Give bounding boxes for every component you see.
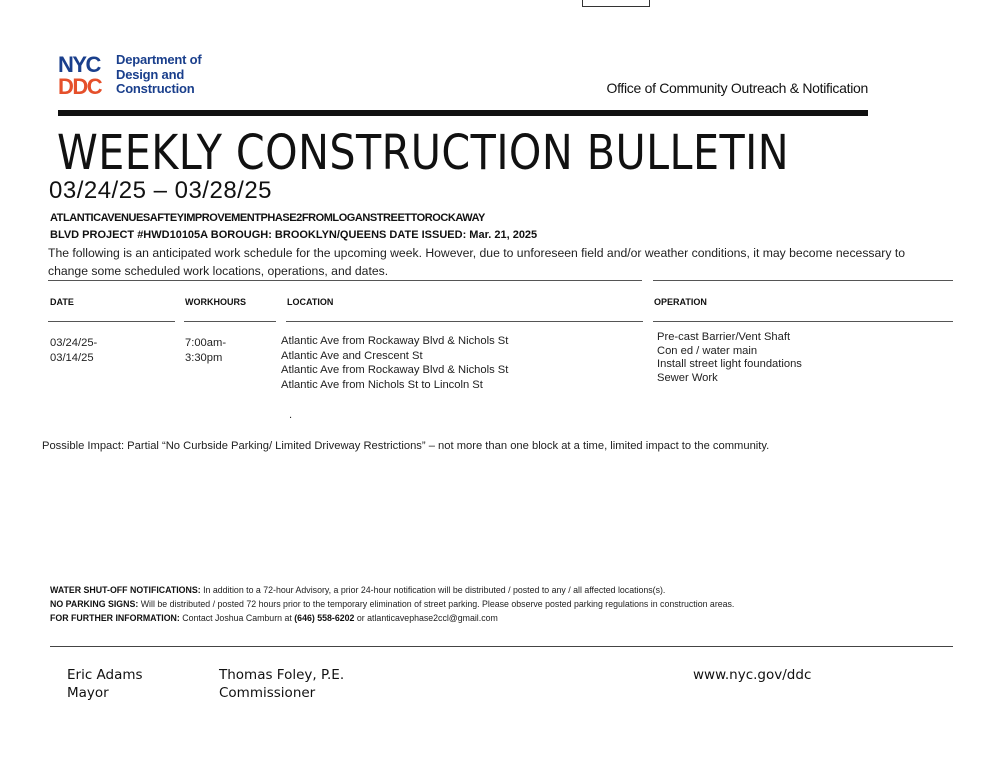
workhours-cell [185,336,226,365]
water-text: In addition to a 72-hour Advisory, a prior 24-hour notification will be distributed / posted to any / all affected locations(s). [200,585,666,595]
page-edge-box [582,0,650,7]
project-name-line: ATLANTICAVENUESAFTEYIMPROVEMENTPHASE2FROMLOGANSTREETTOROCKAWAY [50,212,485,224]
header-rule-operation [653,321,953,322]
parking-label: NO PARKING SIGNS: [50,599,139,609]
location-item: Atlantic Ave from Nichols St to Lincoln St [281,378,483,391]
nyc-ddc-logo [58,52,208,98]
header-workhours: WORKHOURS [185,297,246,307]
svg-text:DDC: DDC [58,74,102,98]
header-rule-location [286,321,643,322]
water-label: WATER SHUT-OFF NOTIFICATIONS: [50,585,201,595]
info-label: FOR FURTHER INFORMATION: [50,613,180,623]
footer-rule [50,646,953,647]
stray-dot: . [289,409,293,421]
commissioner-name: Thomas Foley, P.E. [219,667,345,683]
header-location: LOCATION [287,297,334,307]
info-text: Contact Joshua Camburn at [179,613,295,623]
operation-item: Sewer Work [657,372,718,385]
commissioner-block [219,666,344,702]
mayor-name: Eric Adams [67,667,143,683]
location-item: Atlantic Ave from Rockaway Blvd & Nichols St [281,335,509,347]
operation-item: Con ed / water main [657,344,758,357]
logo-agency-name [116,53,202,97]
location-item: Atlantic Ave and Crescent St [281,349,423,362]
table-row [50,336,97,365]
date-end: 03/14/25 [50,351,94,364]
operation-item: Install street light foundations [657,358,802,371]
possible-impact: Possible Impact: Partial “No Curbside Parking/ Limited Driveway Restrictions” – not more than one block at a time, limited impact to the community. [42,440,770,452]
nyc-ddc-logo-mark [58,52,108,98]
project-info-line: BLVD PROJECT #HWD10105A BOROUGH: BROOKLYN/QUEENS DATE ISSUED: Mar. 21, 2025 [50,229,538,241]
table-top-rule [48,280,642,281]
office-name: Office of Community Outreach & Notification [606,80,868,96]
bulletin-title: WEEKLY CONSTRUCTION BULLETIN [57,125,790,181]
date-start: 03/24/25- [50,337,98,349]
intro-paragraph: The following is an anticipated work schedule for the upcoming week. However, due to unforeseen field and/or weather conditions, it may become necessary to change some scheduled work locations, operations, and dates. [48,246,905,278]
commissioner-title: Commissioner [219,685,316,701]
header-operation: OPERATION [654,297,707,307]
logo-line-1: Department of [116,52,202,67]
water-shutoff-notice [50,585,665,595]
operation-cell [657,331,802,386]
header-date: DATE [50,297,74,307]
info-email: or atlanticavephase2ccl@gmail.com [354,613,498,623]
table-top-rule-operation [653,280,953,281]
info-phone: (646) 558-6202 [294,613,355,623]
header-rule-workhours [184,321,276,322]
header-rule [58,110,868,116]
hours-start: 7:00am- [185,337,227,349]
hours-end: 3:30pm [185,351,223,364]
location-cell [281,334,508,392]
no-parking-notice [50,599,734,609]
header-rule-date [48,321,175,322]
website-link[interactable]: www.nyc.gov/ddc [693,667,812,683]
bulletin-dates: 03/24/25 – 03/28/25 [49,177,273,204]
mayor-title: Mayor [67,685,109,701]
logo-line-3: Construction [116,81,195,96]
further-info-notice [50,613,498,623]
location-item: Atlantic Ave from Rockaway Blvd & Nichols St [281,364,509,376]
operation-item: Pre-cast Barrier/Vent Shaft [657,331,791,343]
mayor-block [67,666,143,702]
svg-text:NYC: NYC [58,52,100,77]
logo-line-2: Design and [116,66,185,82]
parking-text: Will be distributed / posted 72 hours prior to the temporary elimination of street parking. Please observe posted parking regulations in construction areas. [138,599,735,609]
